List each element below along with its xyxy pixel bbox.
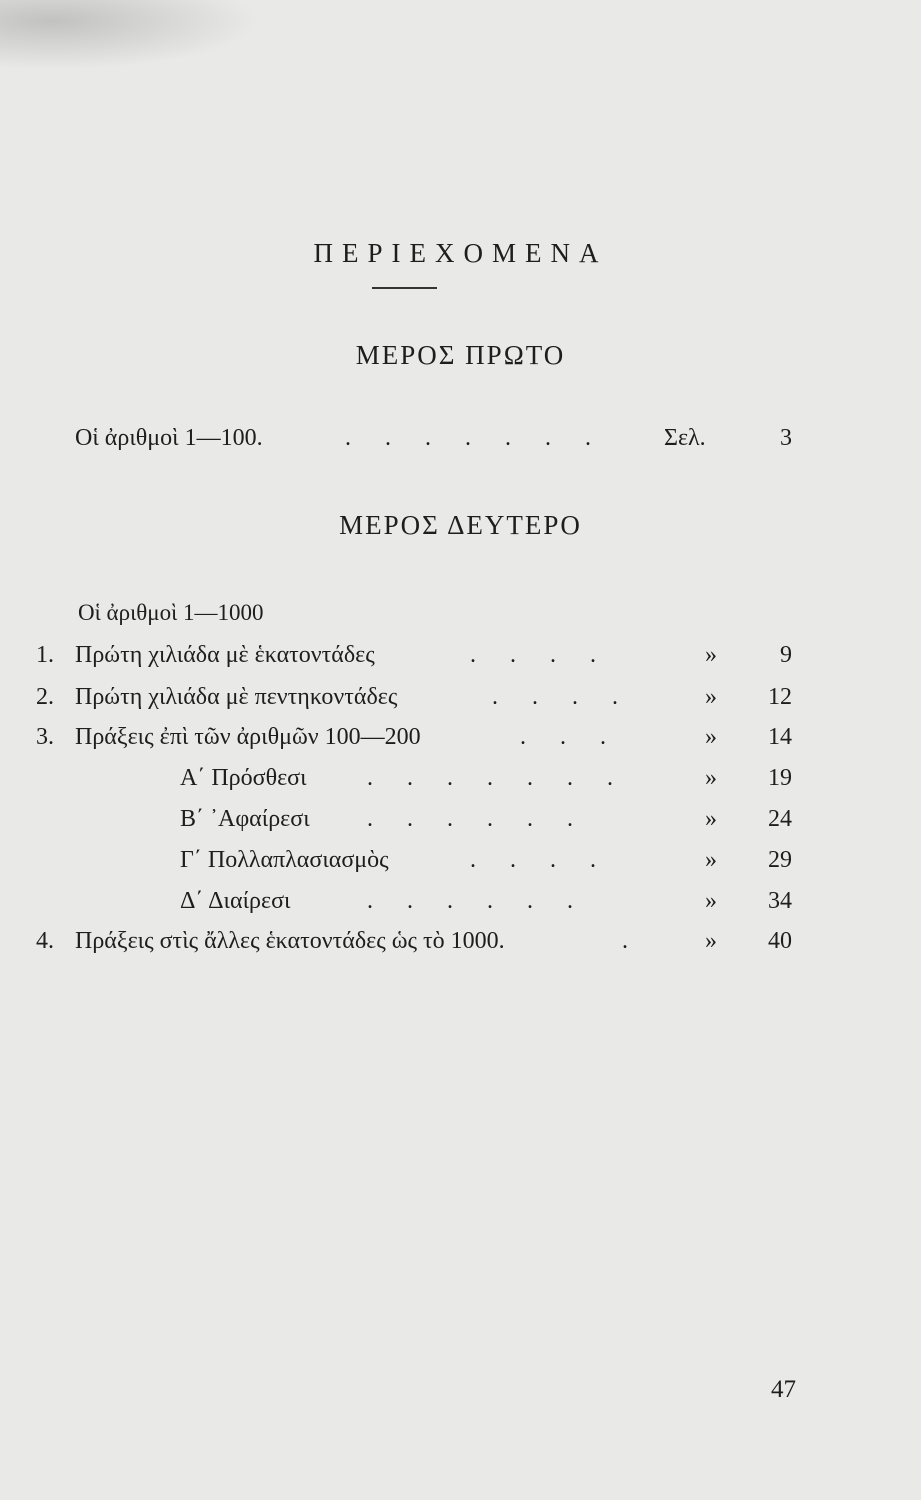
part-two-heading: ΜΕΡΟΣ ΔΕΥΤΕΡΟ (339, 510, 582, 540)
entry-dots: . . . . . . (367, 806, 587, 832)
entry-dots: . . . (520, 724, 620, 750)
ditto-mark: » (705, 847, 717, 873)
entry-number: 2. (36, 684, 54, 710)
ditto-mark: » (705, 765, 717, 791)
toc-entry-3b (0, 806, 921, 842)
ditto-mark: » (705, 928, 717, 954)
entry-text: Πράξεις ἐπὶ τῶν ἀριθμῶν 100—200 (75, 724, 421, 750)
toc-entry-4 (0, 928, 921, 964)
ditto-mark: » (705, 724, 717, 750)
entry-page: 40 (768, 928, 792, 954)
toc-entry-3d (0, 888, 921, 924)
entry-page: 19 (768, 765, 792, 791)
page-smudge (0, 0, 260, 70)
part-two-subheading: Οἱ ἀριθμοὶ 1—1000 (78, 600, 264, 625)
ditto-mark: » (705, 684, 717, 710)
entry-text: Α΄ Πρόσθεσι (180, 765, 307, 791)
entry-dots: . . . . . . . (367, 765, 627, 791)
entry-dots: . . . . (470, 847, 610, 873)
entry-text: Πρώτη χιλιάδα μὲ ἑκατοντάδες (75, 642, 375, 668)
entry-number: 3. (36, 724, 54, 750)
toc-entry-2 (0, 684, 921, 720)
entry-dots: . . . . . . (367, 888, 587, 914)
entry-dots: . . . . (492, 684, 632, 710)
entry-text: Πρώτη χιλιάδα μὲ πεντηκοντάδες (75, 684, 398, 710)
ditto-mark: » (705, 642, 717, 668)
entry-page: 9 (780, 642, 792, 668)
entry-page: 12 (768, 684, 792, 710)
contents-title: ΠΕΡΙΕΧΟΜΕΝΑ (313, 238, 608, 268)
ditto-mark: » (705, 806, 717, 832)
entry-page: 24 (768, 806, 792, 832)
entry-page: 14 (768, 724, 792, 750)
entry-page: 29 (768, 847, 792, 873)
entry-page: 34 (768, 888, 792, 914)
page-label: Σελ. (664, 425, 706, 451)
entry-dots: . . . . . . . (345, 425, 605, 451)
toc-entry-1 (0, 642, 921, 678)
entry-number: 4. (36, 928, 54, 954)
entry-number: 1. (36, 642, 54, 668)
entry-text: Γ΄ Πολλαπλασιασμὸς (180, 847, 389, 873)
entry-text: Πράξεις στὶς ἄλλες ἑκατοντάδες ὡς τὸ 1000. (75, 928, 505, 954)
title-rule (372, 287, 437, 289)
entry-text: Β΄ ᾿Αφαίρεσι (180, 806, 310, 832)
entry-dots: . . . . (470, 642, 610, 668)
ditto-mark: » (705, 888, 717, 914)
entry-dots: . (622, 928, 642, 954)
toc-entry-3 (0, 724, 921, 760)
part-one-entry (0, 425, 921, 461)
part-one-heading: ΜΕΡΟΣ ΠΡΩΤΟ (355, 340, 566, 370)
entry-page: 3 (780, 425, 792, 451)
page-number: 47 (771, 1376, 796, 1403)
entry-text: Οἱ ἀριθμοὶ 1—100. (75, 425, 263, 451)
entry-text: Δ΄ Διαίρεσι (180, 888, 291, 914)
toc-entry-3a (0, 765, 921, 801)
toc-entry-3c (0, 847, 921, 883)
